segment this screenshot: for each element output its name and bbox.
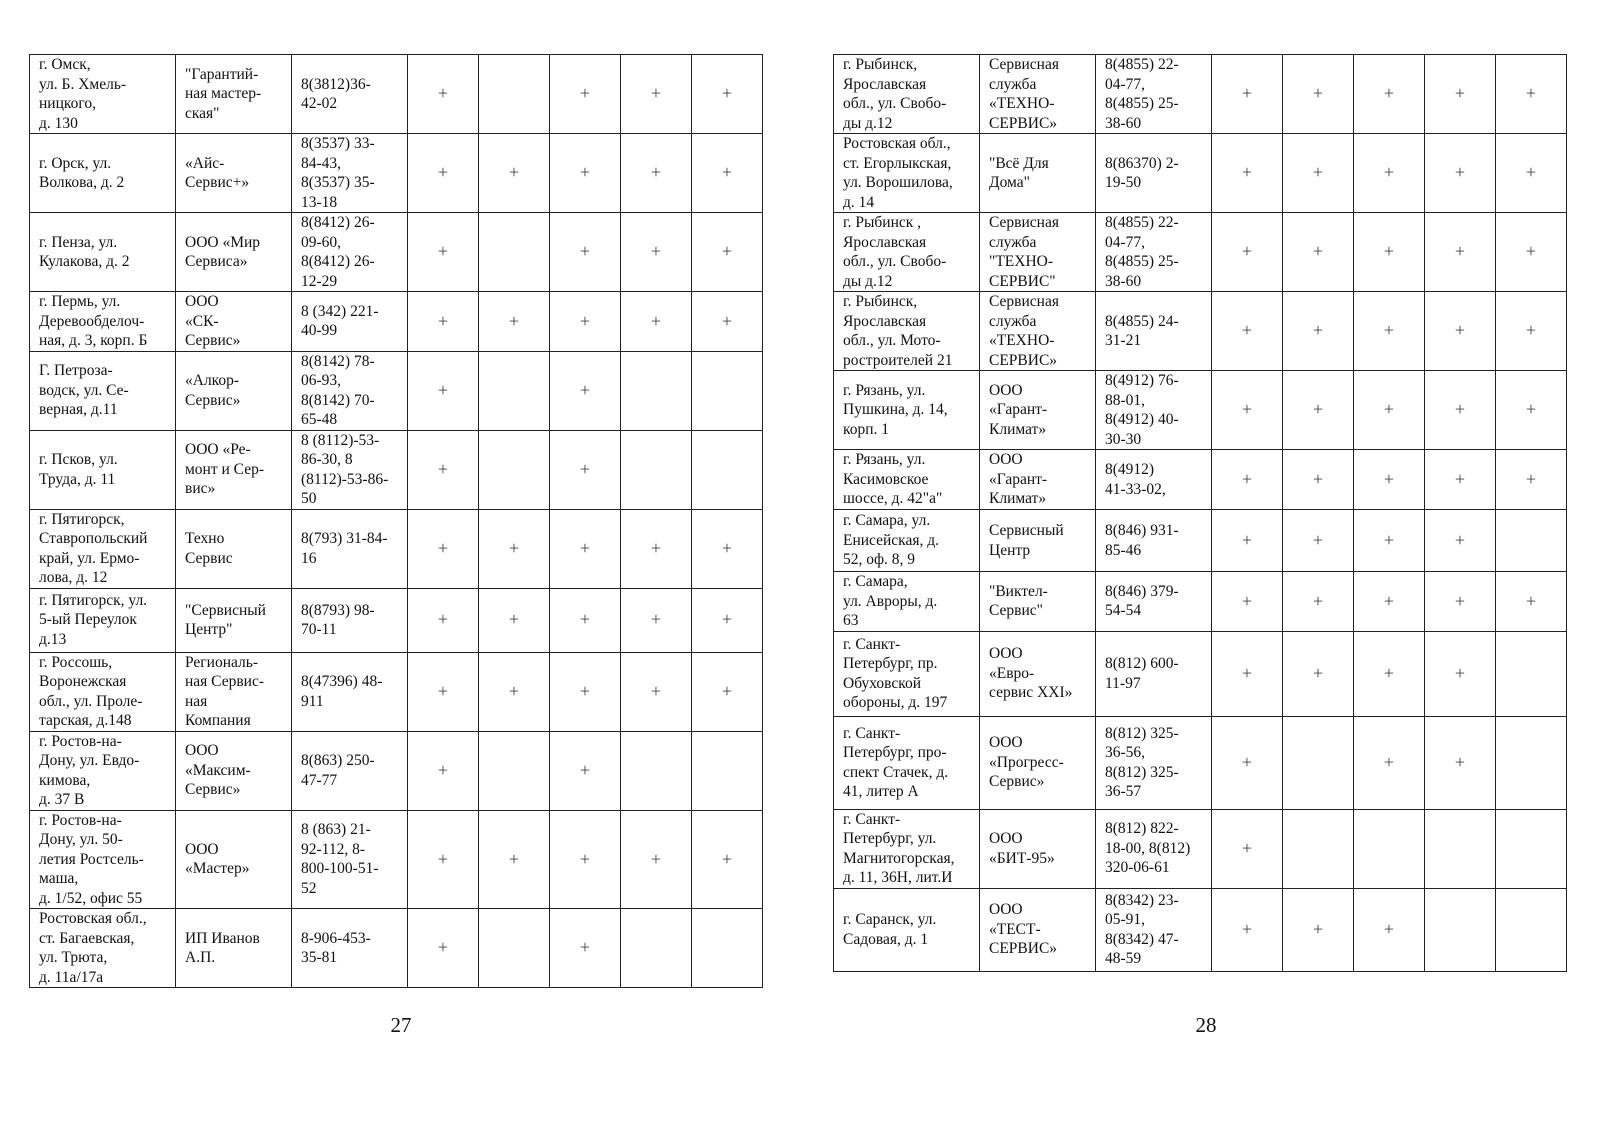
service-mark-cell: +: [550, 652, 621, 731]
service-mark-cell: +: [1212, 371, 1283, 450]
service-mark-cell: +: [1283, 572, 1354, 632]
service-mark-cell: +: [408, 55, 479, 134]
service-mark-cell: [692, 731, 763, 810]
service-mark-cell: +: [479, 652, 550, 731]
service-mark-cell: +: [1283, 55, 1354, 134]
service-mark-cell: +: [692, 55, 763, 134]
service-mark-cell: +: [692, 509, 763, 588]
table-row: [834, 450, 1567, 510]
service-mark-cell: +: [1496, 572, 1567, 632]
service-mark-cell: +: [692, 652, 763, 731]
service-centers-table-right: [833, 54, 1567, 972]
service-mark-cell: [1496, 510, 1567, 572]
service-mark-cell: +: [621, 55, 692, 134]
address-cell: г. Самара, ул. Авроры, д. 63: [834, 572, 980, 632]
phone-cell: 8(4912) 76- 88-01, 8(4912) 40- 30-30: [1096, 371, 1212, 450]
service-centers-table-left: [29, 54, 763, 988]
service-mark-cell: +: [550, 731, 621, 810]
service-mark-cell: +: [408, 731, 479, 810]
service-mark-cell: +: [1283, 450, 1354, 510]
address-cell: г. Псков, ул. Труда, д. 11: [30, 430, 176, 509]
company-name-cell: «Айс- Сервис+»: [176, 134, 292, 213]
table-row: [834, 631, 1567, 716]
service-mark-cell: +: [550, 810, 621, 909]
service-mark-cell: [692, 430, 763, 509]
address-cell: г. Пермь, ул. Деревообделоч- ная, д. 3, корп. Б: [30, 292, 176, 352]
service-mark-cell: +: [1354, 292, 1425, 371]
service-mark-cell: [1425, 888, 1496, 971]
service-mark-cell: +: [692, 810, 763, 909]
company-name-cell: Региональ- ная Сервис- ная Компания: [176, 652, 292, 731]
table-row: [834, 809, 1567, 888]
service-mark-cell: [1354, 809, 1425, 888]
company-name-cell: ООО «Максим- Сервис»: [176, 731, 292, 810]
address-cell: Ростовская обл., ст. Егорлыкская, ул. Ворошилова, д. 14: [834, 134, 980, 213]
service-mark-cell: +: [1212, 572, 1283, 632]
company-name-cell: ООО «Ре- монт и Сер- вис»: [176, 430, 292, 509]
table-row: [30, 909, 763, 988]
table-row: [30, 55, 763, 134]
table-row: [834, 134, 1567, 213]
address-cell: г. Ростов-на- Дону, ул. 50- летия Ростсель- маша, д. 1/52, офис 55: [30, 810, 176, 909]
service-mark-cell: +: [1496, 371, 1567, 450]
phone-cell: 8(4912) 41-33-02,: [1096, 450, 1212, 510]
service-mark-cell: +: [550, 351, 621, 430]
address-cell: г. Санкт- Петербург, про- спект Стачек, д. 41, литер А: [834, 716, 980, 809]
phone-cell: 8(3537) 33- 84-43, 8(3537) 35- 13-18: [292, 134, 408, 213]
company-name-cell: ИП Иванов А.П.: [176, 909, 292, 988]
service-mark-cell: [1283, 809, 1354, 888]
company-name-cell: ООО «Гарант- Климат»: [980, 450, 1096, 510]
service-mark-cell: +: [1354, 134, 1425, 213]
service-mark-cell: +: [621, 213, 692, 292]
service-mark-cell: +: [550, 292, 621, 352]
phone-cell: 8(846) 931- 85-46: [1096, 510, 1212, 572]
phone-cell: 8(3812)36- 42-02: [292, 55, 408, 134]
company-name-cell: ООО «Прогресс- Сервис»: [980, 716, 1096, 809]
company-name-cell: Техно Сервис: [176, 509, 292, 588]
service-mark-cell: +: [692, 134, 763, 213]
service-mark-cell: +: [1496, 134, 1567, 213]
service-mark-cell: +: [621, 134, 692, 213]
address-cell: г. Россошь, Воронежская обл., ул. Проле- тарская, д.148: [30, 652, 176, 731]
company-name-cell: "Всё Для Дома": [980, 134, 1096, 213]
table-row: [30, 588, 763, 652]
service-mark-cell: +: [1354, 450, 1425, 510]
address-cell: Г. Петроза- водск, ул. Се- верная, д.11: [30, 351, 176, 430]
service-mark-cell: +: [408, 810, 479, 909]
service-mark-cell: +: [408, 509, 479, 588]
address-cell: г. Пятигорск, Ставропольский край, ул. Ермо- лова, д. 12: [30, 509, 176, 588]
service-mark-cell: +: [1425, 134, 1496, 213]
service-mark-cell: [1496, 809, 1567, 888]
service-mark-cell: +: [1212, 716, 1283, 809]
service-mark-cell: +: [1425, 450, 1496, 510]
table-row: [834, 371, 1567, 450]
table-row: [834, 292, 1567, 371]
company-name-cell: "Сервисный Центр": [176, 588, 292, 652]
service-mark-cell: [479, 731, 550, 810]
service-mark-cell: +: [408, 430, 479, 509]
service-mark-cell: +: [1496, 292, 1567, 371]
table-row: [834, 510, 1567, 572]
service-mark-cell: +: [550, 134, 621, 213]
table-row: [30, 731, 763, 810]
company-name-cell: Сервисный Центр: [980, 510, 1096, 572]
phone-cell: 8(8793) 98- 70-11: [292, 588, 408, 652]
service-mark-cell: +: [1425, 631, 1496, 716]
address-cell: г. Рыбинск , Ярославская обл., ул. Свобо- ды д.12: [834, 213, 980, 292]
service-mark-cell: +: [1354, 371, 1425, 450]
service-mark-cell: [1425, 809, 1496, 888]
table-row: [30, 652, 763, 731]
service-mark-cell: +: [692, 588, 763, 652]
company-name-cell: ООО «ТЕСТ- СЕРВИС»: [980, 888, 1096, 971]
table-row: [834, 55, 1567, 134]
phone-cell: 8(47396) 48- 911: [292, 652, 408, 731]
table-row: [834, 572, 1567, 632]
service-mark-cell: +: [1425, 213, 1496, 292]
service-mark-cell: [621, 351, 692, 430]
service-mark-cell: [692, 351, 763, 430]
phone-cell: 8(863) 250- 47-77: [292, 731, 408, 810]
service-mark-cell: +: [1496, 55, 1567, 134]
company-name-cell: Сервисная служба «ТЕХНО- СЕРВИС»: [980, 292, 1096, 371]
service-mark-cell: +: [621, 810, 692, 909]
service-mark-cell: +: [1354, 213, 1425, 292]
service-mark-cell: +: [479, 588, 550, 652]
service-mark-cell: +: [550, 55, 621, 134]
service-mark-cell: +: [550, 213, 621, 292]
service-mark-cell: +: [408, 909, 479, 988]
company-name-cell: ООО «Мастер»: [176, 810, 292, 909]
service-mark-cell: [479, 909, 550, 988]
service-mark-cell: +: [1354, 510, 1425, 572]
service-mark-cell: +: [1212, 213, 1283, 292]
service-mark-cell: +: [1212, 134, 1283, 213]
service-mark-cell: +: [1283, 888, 1354, 971]
address-cell: г. Санкт- Петербург, ул. Магнитогорская, д. 11, 36Н, лит.И: [834, 809, 980, 888]
service-mark-cell: +: [1283, 631, 1354, 716]
service-mark-cell: [1496, 631, 1567, 716]
service-mark-cell: +: [550, 430, 621, 509]
service-mark-cell: +: [621, 292, 692, 352]
service-mark-cell: +: [1283, 213, 1354, 292]
address-cell: г. Санкт- Петербург, пр. Обуховской обороны, д. 197: [834, 631, 980, 716]
table-row: [30, 292, 763, 352]
service-mark-cell: +: [408, 292, 479, 352]
service-mark-cell: +: [1212, 510, 1283, 572]
service-mark-cell: [621, 731, 692, 810]
table-row: [834, 716, 1567, 809]
service-mark-cell: +: [408, 134, 479, 213]
service-mark-cell: +: [408, 213, 479, 292]
phone-cell: 8(812) 325- 36-56, 8(812) 325- 36-57: [1096, 716, 1212, 809]
service-mark-cell: +: [550, 509, 621, 588]
phone-cell: 8(4855) 24- 31-21: [1096, 292, 1212, 371]
address-cell: г. Пятигорск, ул. 5-ый Переулок д.13: [30, 588, 176, 652]
company-name-cell: «Алкор- Сервис»: [176, 351, 292, 430]
service-mark-cell: [1496, 888, 1567, 971]
company-name-cell: Сервисная служба "ТЕХНО- СЕРВИС": [980, 213, 1096, 292]
address-cell: Ростовская обл., ст. Багаевская, ул. Трюта, д. 11а/17а: [30, 909, 176, 988]
service-mark-cell: +: [1425, 292, 1496, 371]
left-page: [29, 54, 763, 988]
service-mark-cell: +: [1425, 55, 1496, 134]
address-cell: г. Рязань, ул. Касимовское шоссе, д. 42"а": [834, 450, 980, 510]
service-mark-cell: +: [479, 292, 550, 352]
service-mark-cell: [1283, 716, 1354, 809]
service-mark-cell: +: [692, 213, 763, 292]
service-mark-cell: [692, 909, 763, 988]
company-name-cell: ООО «БИТ-95»: [980, 809, 1096, 888]
service-mark-cell: +: [621, 588, 692, 652]
address-cell: г. Рыбинск, Ярославская обл., ул. Свобо- ды д.12: [834, 55, 980, 134]
phone-cell: 8(812) 822- 18-00, 8(812) 320-06-61: [1096, 809, 1212, 888]
service-mark-cell: +: [1496, 213, 1567, 292]
phone-cell: 8(86370) 2- 19-50: [1096, 134, 1212, 213]
phone-cell: 8(8412) 26- 09-60, 8(8412) 26- 12-29: [292, 213, 408, 292]
table-row: [30, 134, 763, 213]
table-row: [30, 810, 763, 909]
service-mark-cell: +: [1212, 55, 1283, 134]
service-mark-cell: +: [408, 351, 479, 430]
service-mark-cell: +: [1283, 292, 1354, 371]
address-cell: г. Саранск, ул. Садовая, д. 1: [834, 888, 980, 971]
service-mark-cell: [479, 351, 550, 430]
service-mark-cell: +: [408, 588, 479, 652]
service-mark-cell: +: [1354, 716, 1425, 809]
service-mark-cell: +: [1354, 55, 1425, 134]
company-name-cell: Сервисная служба «ТЕХНО- СЕРВИС»: [980, 55, 1096, 134]
table-row: [834, 213, 1567, 292]
company-name-cell: "Гарантий- ная мастер- ская": [176, 55, 292, 134]
service-mark-cell: +: [479, 810, 550, 909]
company-name-cell: ООО «Евро- сервис XXI»: [980, 631, 1096, 716]
service-mark-cell: +: [1425, 510, 1496, 572]
service-mark-cell: +: [1212, 631, 1283, 716]
service-mark-cell: +: [479, 509, 550, 588]
service-mark-cell: +: [1212, 450, 1283, 510]
service-mark-cell: +: [621, 509, 692, 588]
service-mark-cell: +: [550, 588, 621, 652]
address-cell: г. Пенза, ул. Кулакова, д. 2: [30, 213, 176, 292]
address-cell: г. Орск, ул. Волкова, д. 2: [30, 134, 176, 213]
service-mark-cell: +: [1212, 888, 1283, 971]
company-name-cell: ООО «Мир Сервиса»: [176, 213, 292, 292]
phone-cell: 8 (8112)-53- 86-30, 8 (8112)-53-86- 50: [292, 430, 408, 509]
right-page: [833, 54, 1567, 972]
service-mark-cell: +: [1212, 809, 1283, 888]
page-number-left: 27: [390, 1013, 412, 1037]
phone-cell: 8-906-453- 35-81: [292, 909, 408, 988]
phone-cell: 8(812) 600- 11-97: [1096, 631, 1212, 716]
phone-cell: 8(8342) 23- 05-91, 8(8342) 47- 48-59: [1096, 888, 1212, 971]
phone-cell: 8 (863) 21- 92-112, 8- 800-100-51- 52: [292, 810, 408, 909]
service-mark-cell: [1496, 716, 1567, 809]
table-row: [30, 509, 763, 588]
phone-cell: 8(8142) 78- 06-93, 8(8142) 70- 65-48: [292, 351, 408, 430]
address-cell: г. Самара, ул. Енисейская, д. 52, оф. 8, 9: [834, 510, 980, 572]
service-mark-cell: +: [1425, 371, 1496, 450]
service-mark-cell: +: [1425, 716, 1496, 809]
service-mark-cell: +: [1496, 450, 1567, 510]
service-mark-cell: +: [1283, 371, 1354, 450]
address-cell: г. Рязань, ул. Пушкина, д. 14, корп. 1: [834, 371, 980, 450]
service-mark-cell: [479, 430, 550, 509]
service-mark-cell: +: [479, 134, 550, 213]
company-name-cell: ООО «СК- Сервис»: [176, 292, 292, 352]
address-cell: г. Рыбинск, Ярославская обл., ул. Мото- ростроителей 21: [834, 292, 980, 371]
service-mark-cell: +: [621, 652, 692, 731]
service-mark-cell: +: [1283, 134, 1354, 213]
service-mark-cell: [479, 213, 550, 292]
service-mark-cell: +: [408, 652, 479, 731]
table-row: [30, 213, 763, 292]
phone-cell: 8 (342) 221- 40-99: [292, 292, 408, 352]
phone-cell: 8(4855) 22- 04-77, 8(4855) 25- 38-60: [1096, 213, 1212, 292]
phone-cell: 8(793) 31-84- 16: [292, 509, 408, 588]
table-row: [30, 351, 763, 430]
service-mark-cell: [621, 430, 692, 509]
service-mark-cell: +: [1283, 510, 1354, 572]
company-name-cell: "Виктел- Сервис": [980, 572, 1096, 632]
service-mark-cell: +: [1425, 572, 1496, 632]
company-name-cell: ООО «Гарант- Климат»: [980, 371, 1096, 450]
service-mark-cell: +: [550, 909, 621, 988]
service-mark-cell: +: [1212, 292, 1283, 371]
page-number-right: 28: [1195, 1013, 1217, 1037]
service-mark-cell: [479, 55, 550, 134]
service-mark-cell: +: [1354, 888, 1425, 971]
address-cell: г. Омск, ул. Б. Хмель- ницкого, д. 130: [30, 55, 176, 134]
table-row: [834, 888, 1567, 971]
phone-cell: 8(4855) 22- 04-77, 8(4855) 25- 38-60: [1096, 55, 1212, 134]
service-mark-cell: [621, 909, 692, 988]
service-mark-cell: +: [692, 292, 763, 352]
address-cell: г. Ростов-на- Дону, ул. Евдо- кимова, д. 37 В: [30, 731, 176, 810]
service-mark-cell: +: [1354, 631, 1425, 716]
table-row: [30, 430, 763, 509]
phone-cell: 8(846) 379- 54-54: [1096, 572, 1212, 632]
service-mark-cell: +: [1354, 572, 1425, 632]
